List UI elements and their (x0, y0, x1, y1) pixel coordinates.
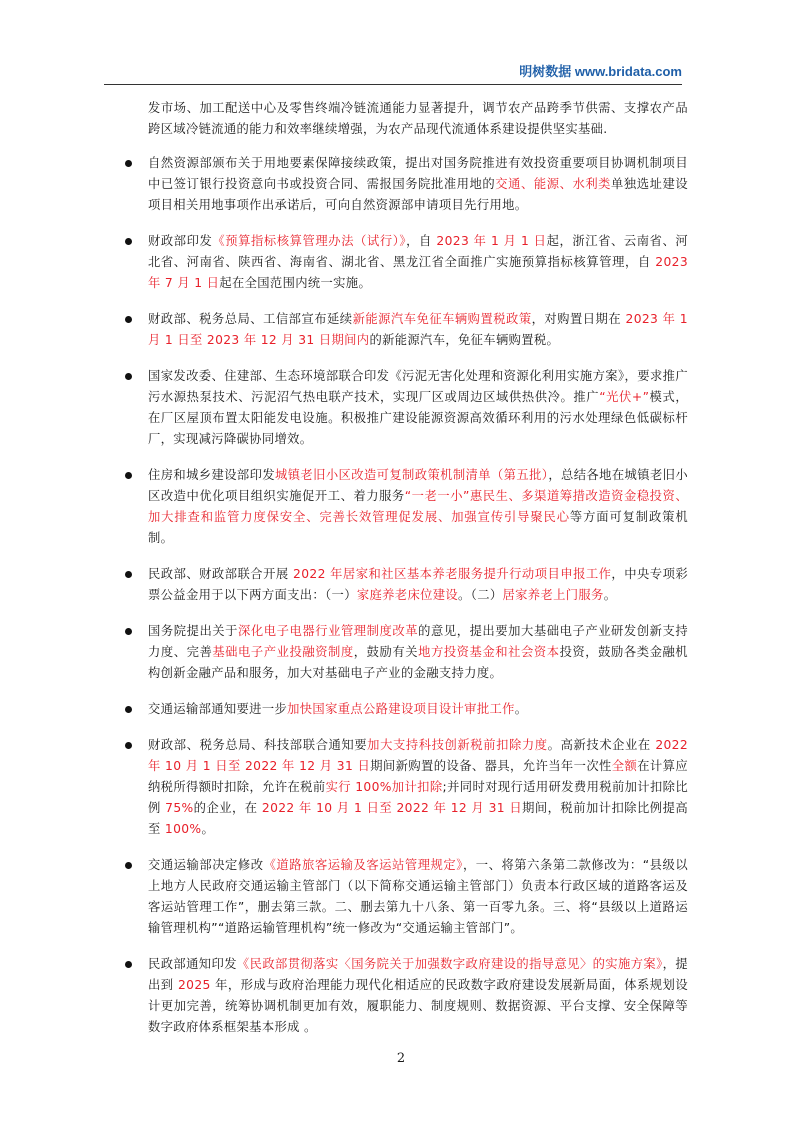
body-text: ，提出到 (148, 957, 688, 992)
highlight-text: 2022 年 10 月 1 日至 2022 年 12 月 31 日 (148, 738, 689, 773)
body-text: ，鼓励有关 (353, 645, 419, 659)
body-text: ;并同时对现行适用研发费用税前加计扣除比例 (148, 780, 688, 815)
body-text: 起，浙江省、云南省、河北省、河南省、陕西省、海南省、湖北省、黑龙江省全面推广实施预算指标核算管理，自 (148, 234, 688, 269)
bullet-item (148, 564, 688, 606)
highlight-text: 《民政部贯彻落实〈国务院关于加强数字政府建设的指导意见〉的实施方案》 (236, 957, 663, 971)
highlight-text: 家庭养老床位建设 (356, 588, 459, 602)
bullet-item (148, 309, 688, 351)
body-text: 民政部通知印发 (148, 957, 237, 971)
highlight-text: “一老一小”惠民生、多渠道筹措改造资金稳投资、加大排查和监管力度保安全、完善长效管理促发展、加强宣传引导聚民心 (148, 489, 688, 524)
bullet-dot-icon (125, 706, 132, 713)
bullet-dot-icon (125, 472, 132, 479)
highlight-text: 交通、能源、水利类 (495, 177, 612, 191)
body-text: 的新能源汽车，免征车辆购置税。 (369, 333, 560, 347)
body-text: 住房和城乡建设部印发 (148, 468, 276, 482)
body-text: 单独选址建设项目相关用地事项作出承诺后，可向自然资源部申请项目先行用地。 (148, 177, 689, 212)
header-rule (104, 84, 682, 85)
body-text: 交通运输部决定修改 (148, 858, 264, 872)
body-text: 起在全国范围内统一实施。 (219, 276, 372, 290)
bullet-dot-icon (125, 571, 132, 578)
body-text: ，自 (406, 234, 437, 248)
highlight-text: 2023 年 7 月 1 日 (148, 255, 688, 290)
body-text: ，总结各地在城镇老旧小区改造中优化项目组织实施促开工、着力服务 (148, 468, 688, 503)
bullet-item (148, 153, 688, 216)
bullet-item (148, 855, 688, 939)
bullet-item (148, 954, 688, 1038)
highlight-text: 100% (164, 822, 202, 836)
highlight-text: 2022 年居家和社区基本养老服务提升行动项目申报工作 (293, 567, 612, 581)
highlight-text: 地方投资基金和社会资本 (418, 645, 560, 659)
body-text: ，一、将第六条第二款修改为：“县级以上地方人民政府交通运输主管部门（以下简称交通运输主管部门）负责本行政区域的道路客运及客运站管理工作”，删去第三款。二、删去第九十八条、第一百零九条。三、将“县级以上道路运输管理机构”“道路运输管理机构”统一修改为“交通运输主管部门”。 (148, 858, 688, 935)
bullet-dot-icon (125, 961, 132, 968)
bullet-list (148, 153, 688, 1038)
highlight-text: 新能源汽车免征车辆购置税政策 (352, 312, 532, 326)
highlight-text: 深化电子电器行业管理制度改革 (238, 624, 419, 638)
body-text: 自然资源部颁布关于用地要素保障接续政策，提出对国务院推进有效投资重要项目协调机制项目中已签订银行投资意向书或投资合同、需报国务院批准用地的 (148, 156, 688, 191)
bullet-dot-icon (125, 316, 132, 323)
bullet-dot-icon (125, 742, 132, 749)
body-text: 民政部、财政部联合开展 (148, 567, 294, 581)
brand-text: 明树数据 www.bridata.com (519, 64, 682, 79)
body-text: 期间，税前加计扣除比例提高至 (148, 801, 688, 836)
highlight-text: 加快国家重点公路建设项目设计审批工作 (287, 702, 515, 716)
highlight-text: 居家养老上门服务 (502, 588, 604, 602)
bullet-item (148, 366, 688, 450)
body-text: 模式，在厂区屋顶布置太阳能发电设施。积极推广建设能源资源高效循环利用的污水处理绿色低碳标杆厂，实现减污降碳协同增效。 (148, 390, 688, 446)
body-text: ，中央专项彩票公益金用于以下两方面支出：（一） (148, 567, 688, 602)
highlight-text: 实行 100%加计扣除 (325, 780, 443, 794)
bullet-item (148, 735, 688, 840)
bullet-dot-icon (125, 628, 132, 635)
body-text: ，对购置日期在 (531, 312, 626, 326)
intro-paragraph (148, 98, 688, 140)
body-text: 。（二） (458, 588, 503, 602)
page-header (0, 0, 802, 85)
highlight-text: 全额 (611, 759, 638, 773)
body-text: 年，形成与政府治理能力现代化相适应的民政数字政府建设发展新局面，体系规划设计更加完善，统筹协调机制更加有效，履职能力、制度规则、数据资源、平台支撑、安全保障等数字政府体系框架基本形成 。 (148, 978, 688, 1034)
body-text: 。高新技术企业在 (547, 738, 656, 752)
body-text: 国家发改委、住建部、生态环境部联合印发《污泥无害化处理和资源化利用实施方案》，要求推广污水源热泵技术、污泥沼气热电联产技术，实现厂区或周边区域供热供冷。推广 (148, 369, 688, 404)
bullet-item (148, 465, 688, 549)
bullet-dot-icon (125, 160, 132, 167)
body-text: 的意见，提出要加大基础电子产业研发创新支持力度、完善 (148, 624, 689, 659)
highlight-text: 2023 年 1 月 1 日 (436, 234, 547, 248)
body-text: 的企业，在 (193, 801, 262, 815)
highlight-text: 城镇老旧小区改造可复制政策机制清单（第五批） (275, 468, 549, 482)
document-body (148, 98, 688, 1053)
highlight-text: 2023 年 1 月 1 日至 2023 年 12 月 31 日期间内 (148, 312, 688, 347)
body-text: 。 (201, 822, 215, 836)
bullet-dot-icon (125, 238, 132, 245)
highlight-text: 2025 (177, 978, 211, 992)
body-text: 财政部印发 (148, 234, 213, 248)
body-text: 国务院提出关于 (148, 624, 239, 638)
body-text: 交通运输部通知要进一步 (148, 702, 288, 716)
highlight-text: 基础电子产业投融资制度 (212, 645, 354, 659)
body-text: 期间新购置的设备、器具，允许当年一次性 (370, 759, 612, 773)
body-text: 。 (603, 588, 617, 602)
page-number: 2 (396, 1051, 406, 1066)
bullet-item (148, 231, 688, 294)
highlight-text: “光伏+” (599, 390, 650, 404)
bullet-dot-icon (125, 373, 132, 380)
highlight-text: 75% (165, 801, 194, 815)
body-text: 财政部、税务总局、工信部宣布延续 (148, 312, 353, 326)
highlight-text: 2022 年 10 月 1 日至 2022 年 12 月 31 日 (261, 801, 523, 815)
bullet-item (148, 699, 688, 720)
bullet-item (148, 621, 688, 684)
body-text: 发市场、加工配送中心及零售终端冷链流通能力显著提升，调节农产品跨季节供需、支撑农产品跨区域冷链流通的能力和效率继续增强，为农产品现代流通体系建设提供坚实基础. (148, 101, 688, 136)
highlight-text: 《道路旅客运输及客运站管理规定》 (263, 858, 463, 872)
bullet-dot-icon (125, 862, 132, 869)
highlight-text: 《预算指标核算管理办法（试行）》 (212, 234, 407, 248)
body-text: 投资，鼓励各类金融机构创新金融产品和服务，加大对基础电子产业的金融支持力度。 (148, 645, 688, 680)
body-text: 财政部、税务总局、科技部联合通知要 (148, 738, 368, 752)
body-text: 在计算应纳税所得额时扣除，允许在税前 (148, 759, 689, 794)
body-text: 。 (514, 702, 528, 716)
highlight-text: 加大支持科技创新税前扣除力度 (367, 738, 548, 752)
body-text: 等方面可复制政策机制。 (148, 510, 689, 545)
